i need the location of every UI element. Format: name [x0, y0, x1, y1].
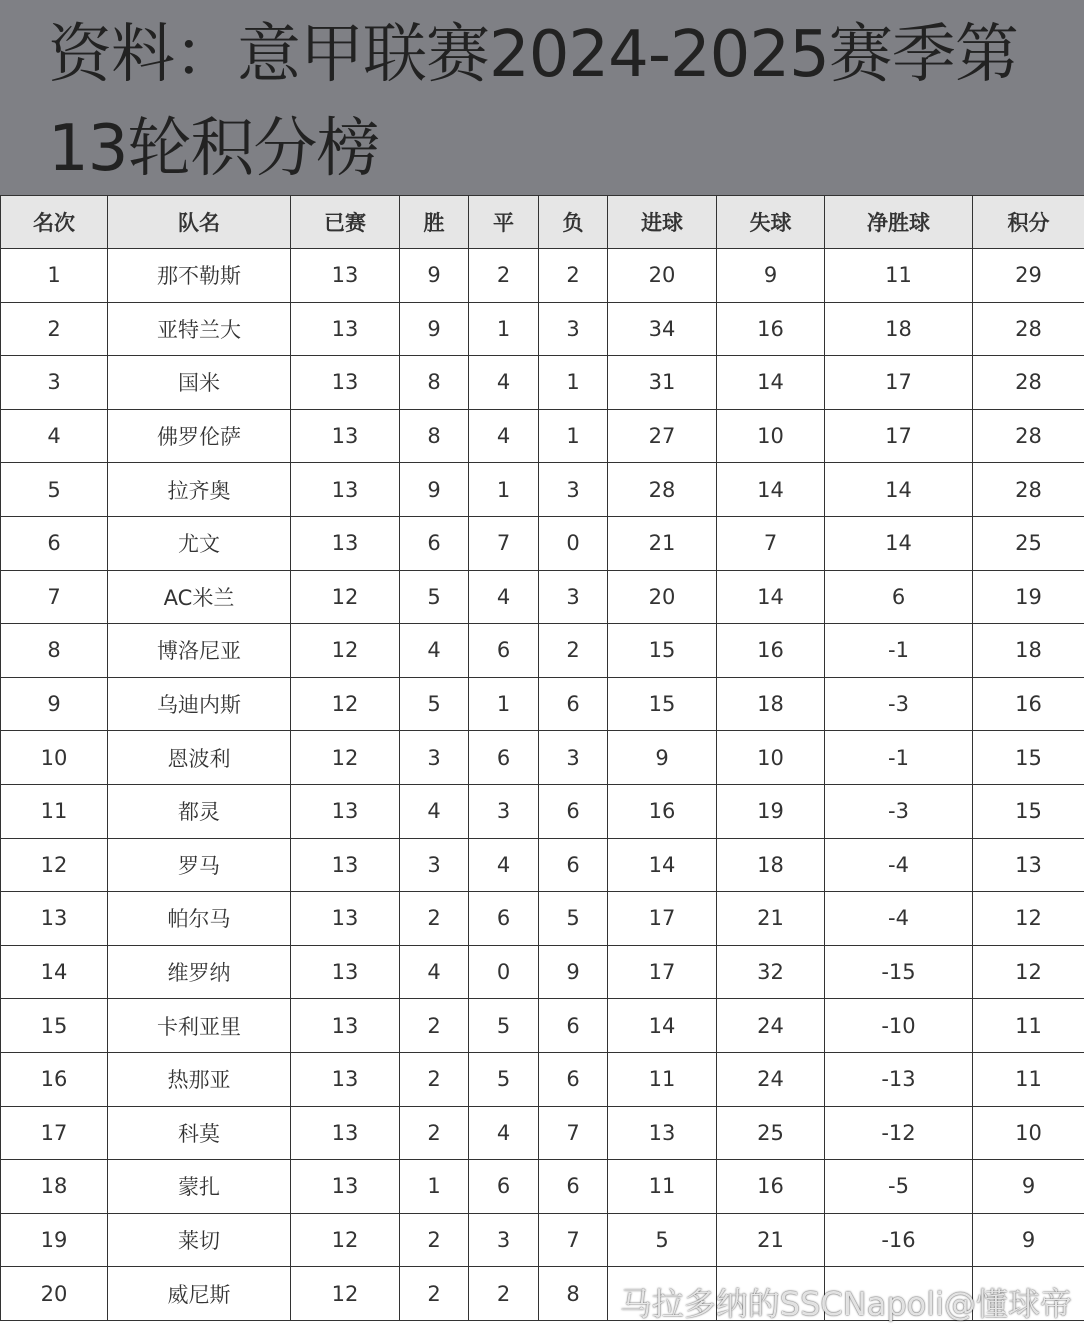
cell-rank: 16	[1, 1052, 108, 1106]
cell-goals-for: 5	[608, 1213, 717, 1267]
cell-team: 热那亚	[108, 1052, 291, 1106]
cell-draws: 1	[469, 677, 539, 731]
cell-goal-difference: -12	[825, 1106, 973, 1160]
cell-rank: 10	[1, 731, 108, 785]
cell-played: 13	[291, 999, 400, 1053]
cell-wins: 1	[400, 1160, 469, 1214]
cell-goals-against: 32	[717, 945, 825, 999]
cell-played: 13	[291, 838, 400, 892]
cell-rank: 1	[1, 249, 108, 303]
cell-team: 那不勒斯	[108, 249, 291, 303]
cell-draws: 1	[469, 463, 539, 517]
cell-points: 28	[973, 356, 1084, 410]
table-row	[1, 516, 1084, 570]
cell-team: 罗马	[108, 838, 291, 892]
cell-played: 12	[291, 624, 400, 678]
cell-losses: 6	[539, 677, 608, 731]
cell-goals-against: 24	[717, 999, 825, 1053]
cell-goals-against: 7	[717, 516, 825, 570]
cell-wins: 2	[400, 1267, 469, 1321]
cell-goal-difference: 14	[825, 516, 973, 570]
cell-wins: 4	[400, 624, 469, 678]
table-row	[1, 624, 1084, 678]
cell-points: 15	[973, 784, 1084, 838]
cell-wins: 3	[400, 731, 469, 785]
cell-goal-difference: -4	[825, 892, 973, 946]
table-header-row	[1, 196, 1084, 249]
cell-goal-difference: 6	[825, 570, 973, 624]
cell-rank: 17	[1, 1106, 108, 1160]
cell-draws: 3	[469, 1213, 539, 1267]
cell-goals-against: 21	[717, 1213, 825, 1267]
cell-team: 乌迪内斯	[108, 677, 291, 731]
cell-points: 25	[973, 516, 1084, 570]
cell-rank: 15	[1, 999, 108, 1053]
cell-team: 亚特兰大	[108, 302, 291, 356]
cell-goals-for: 20	[608, 249, 717, 303]
cell-losses: 7	[539, 1106, 608, 1160]
cell-losses: 5	[539, 892, 608, 946]
cell-losses: 3	[539, 570, 608, 624]
cell-points: 9	[973, 1160, 1084, 1214]
table-row	[1, 838, 1084, 892]
cell-team: AC米兰	[108, 570, 291, 624]
cell-goals-for: 11	[608, 1052, 717, 1106]
header-goal-difference: 净胜球	[825, 196, 973, 249]
cell-rank: 5	[1, 463, 108, 517]
cell-wins: 5	[400, 570, 469, 624]
cell-wins: 2	[400, 1213, 469, 1267]
cell-goal-difference: -5	[825, 1160, 973, 1214]
cell-team: 拉齐奥	[108, 463, 291, 517]
cell-losses: 9	[539, 945, 608, 999]
cell-rank: 7	[1, 570, 108, 624]
table-row	[1, 999, 1084, 1053]
cell-played: 12	[291, 1213, 400, 1267]
cell-rank: 13	[1, 892, 108, 946]
cell-rank: 18	[1, 1160, 108, 1214]
cell-goals-for: 34	[608, 302, 717, 356]
cell-wins: 9	[400, 302, 469, 356]
header-draws: 平	[469, 196, 539, 249]
cell-draws: 7	[469, 516, 539, 570]
table-row	[1, 249, 1084, 303]
cell-points: 11	[973, 1052, 1084, 1106]
cell-losses: 8	[539, 1267, 608, 1321]
cell-wins: 6	[400, 516, 469, 570]
cell-rank: 14	[1, 945, 108, 999]
cell-wins: 2	[400, 1106, 469, 1160]
cell-team: 蒙扎	[108, 1160, 291, 1214]
cell-played: 13	[291, 1052, 400, 1106]
cell-goals-for: 28	[608, 463, 717, 517]
cell-draws: 6	[469, 1160, 539, 1214]
cell-losses: 3	[539, 731, 608, 785]
table-row	[1, 1106, 1084, 1160]
cell-draws: 6	[469, 624, 539, 678]
cell-goal-difference: -1	[825, 624, 973, 678]
standings-table	[0, 195, 1084, 1321]
cell-goals-against: 9	[717, 249, 825, 303]
cell-wins: 8	[400, 356, 469, 410]
cell-goals-for: 27	[608, 409, 717, 463]
cell-goals-against: 18	[717, 677, 825, 731]
cell-goals-for: 9	[608, 731, 717, 785]
cell-goal-difference: -15	[825, 945, 973, 999]
cell-losses: 0	[539, 516, 608, 570]
cell-played: 12	[291, 677, 400, 731]
cell-team: 尤文	[108, 516, 291, 570]
cell-goals-for: 17	[608, 892, 717, 946]
cell-goal-difference: -3	[825, 784, 973, 838]
cell-goal-difference: -16	[825, 1213, 973, 1267]
cell-goals-against: 10	[717, 409, 825, 463]
cell-team: 恩波利	[108, 731, 291, 785]
header-wins: 胜	[400, 196, 469, 249]
cell-wins: 9	[400, 249, 469, 303]
cell-losses: 3	[539, 463, 608, 517]
header-played: 已赛	[291, 196, 400, 249]
cell-losses: 3	[539, 302, 608, 356]
cell-draws: 4	[469, 409, 539, 463]
cell-draws: 6	[469, 731, 539, 785]
cell-goals-against: 16	[717, 302, 825, 356]
cell-points: 29	[973, 249, 1084, 303]
cell-draws: 4	[469, 838, 539, 892]
cell-goals-for: 14	[608, 838, 717, 892]
cell-team: 威尼斯	[108, 1267, 291, 1321]
cell-losses: 7	[539, 1213, 608, 1267]
cell-points: 16	[973, 677, 1084, 731]
header-points: 积分	[973, 196, 1084, 249]
table-row	[1, 892, 1084, 946]
cell-played: 13	[291, 784, 400, 838]
cell-draws: 0	[469, 945, 539, 999]
cell-goals-for: 14	[608, 999, 717, 1053]
cell-draws: 6	[469, 892, 539, 946]
cell-goals-against: 16	[717, 624, 825, 678]
table-row	[1, 570, 1084, 624]
cell-rank: 8	[1, 624, 108, 678]
cell-draws: 2	[469, 249, 539, 303]
cell-played: 13	[291, 1106, 400, 1160]
cell-points: 28	[973, 302, 1084, 356]
cell-points: 9	[973, 1213, 1084, 1267]
cell-losses: 1	[539, 356, 608, 410]
cell-points: 28	[973, 409, 1084, 463]
cell-team: 帕尔马	[108, 892, 291, 946]
cell-draws: 5	[469, 999, 539, 1053]
cell-played: 13	[291, 409, 400, 463]
cell-goals-against: 18	[717, 838, 825, 892]
cell-goal-difference: -1	[825, 731, 973, 785]
cell-played: 12	[291, 731, 400, 785]
cell-losses: 6	[539, 1160, 608, 1214]
cell-losses: 6	[539, 999, 608, 1053]
cell-rank: 12	[1, 838, 108, 892]
cell-goal-difference: 14	[825, 463, 973, 517]
cell-played: 13	[291, 892, 400, 946]
cell-draws: 4	[469, 570, 539, 624]
cell-points: 19	[973, 570, 1084, 624]
cell-losses: 6	[539, 1052, 608, 1106]
table-row	[1, 409, 1084, 463]
cell-losses: 2	[539, 624, 608, 678]
cell-goals-for: 20	[608, 570, 717, 624]
cell-team: 博洛尼亚	[108, 624, 291, 678]
cell-points: 12	[973, 892, 1084, 946]
cell-wins: 2	[400, 999, 469, 1053]
table-row	[1, 731, 1084, 785]
cell-team: 维罗纳	[108, 945, 291, 999]
cell-draws: 2	[469, 1267, 539, 1321]
cell-goal-difference: 18	[825, 302, 973, 356]
header-goals-for: 进球	[608, 196, 717, 249]
cell-wins: 9	[400, 463, 469, 517]
cell-rank: 19	[1, 1213, 108, 1267]
watermark: 马拉多纳的SSCNapoli@懂球帝	[619, 1285, 1072, 1323]
cell-losses: 6	[539, 784, 608, 838]
cell-wins: 4	[400, 945, 469, 999]
cell-goals-against: 16	[717, 1160, 825, 1214]
cell-points: 18	[973, 624, 1084, 678]
header-goals-against: 失球	[717, 196, 825, 249]
cell-draws: 3	[469, 784, 539, 838]
cell-goal-difference: -10	[825, 999, 973, 1053]
cell-wins: 4	[400, 784, 469, 838]
cell-goals-against: 10	[717, 731, 825, 785]
cell-goals-against: 19	[717, 784, 825, 838]
cell-team: 国米	[108, 356, 291, 410]
cell-played: 12	[291, 1267, 400, 1321]
cell-rank: 6	[1, 516, 108, 570]
cell-team: 莱切	[108, 1213, 291, 1267]
table-row	[1, 784, 1084, 838]
cell-played: 13	[291, 356, 400, 410]
cell-played: 13	[291, 945, 400, 999]
cell-wins: 3	[400, 838, 469, 892]
cell-goals-for: 16	[608, 784, 717, 838]
table-row	[1, 302, 1084, 356]
cell-rank: 2	[1, 302, 108, 356]
cell-goal-difference: 11	[825, 249, 973, 303]
cell-team: 佛罗伦萨	[108, 409, 291, 463]
cell-goal-difference: -13	[825, 1052, 973, 1106]
cell-draws: 5	[469, 1052, 539, 1106]
cell-played: 13	[291, 249, 400, 303]
cell-goal-difference: 17	[825, 356, 973, 410]
cell-goals-against: 14	[717, 463, 825, 517]
title-banner	[0, 0, 1084, 195]
table-row	[1, 1213, 1084, 1267]
cell-goals-for: 15	[608, 677, 717, 731]
cell-goal-difference: 17	[825, 409, 973, 463]
cell-wins: 2	[400, 1052, 469, 1106]
cell-goals-against: 21	[717, 892, 825, 946]
table-row	[1, 945, 1084, 999]
cell-wins: 2	[400, 892, 469, 946]
cell-goal-difference: -4	[825, 838, 973, 892]
cell-played: 13	[291, 463, 400, 517]
cell-goals-for: 17	[608, 945, 717, 999]
table-row	[1, 677, 1084, 731]
cell-rank: 9	[1, 677, 108, 731]
cell-played: 12	[291, 570, 400, 624]
cell-points: 15	[973, 731, 1084, 785]
cell-goals-against: 25	[717, 1106, 825, 1160]
cell-wins: 5	[400, 677, 469, 731]
cell-goals-against: 14	[717, 356, 825, 410]
header-rank: 名次	[1, 196, 108, 249]
cell-losses: 1	[539, 409, 608, 463]
cell-points: 10	[973, 1106, 1084, 1160]
table-body	[1, 249, 1084, 1321]
cell-rank: 11	[1, 784, 108, 838]
cell-played: 13	[291, 516, 400, 570]
cell-goal-difference: -3	[825, 677, 973, 731]
cell-draws: 1	[469, 302, 539, 356]
cell-goals-for: 11	[608, 1160, 717, 1214]
cell-goals-for: 21	[608, 516, 717, 570]
header-team: 队名	[108, 196, 291, 249]
cell-played: 13	[291, 1160, 400, 1214]
cell-points: 12	[973, 945, 1084, 999]
header-losses: 负	[539, 196, 608, 249]
cell-team: 科莫	[108, 1106, 291, 1160]
cell-team: 都灵	[108, 784, 291, 838]
cell-points: 13	[973, 838, 1084, 892]
cell-rank: 3	[1, 356, 108, 410]
cell-losses: 6	[539, 838, 608, 892]
cell-goals-against: 24	[717, 1052, 825, 1106]
cell-points: 28	[973, 463, 1084, 517]
cell-goals-for: 15	[608, 624, 717, 678]
table-row	[1, 1052, 1084, 1106]
cell-goals-for: 13	[608, 1106, 717, 1160]
cell-team: 卡利亚里	[108, 999, 291, 1053]
cell-played: 13	[291, 302, 400, 356]
cell-points: 11	[973, 999, 1084, 1053]
cell-rank: 20	[1, 1267, 108, 1321]
cell-losses: 2	[539, 249, 608, 303]
table-row	[1, 1160, 1084, 1214]
cell-draws: 4	[469, 1106, 539, 1160]
table-row	[1, 463, 1084, 517]
page-title: 资料：意甲联赛2024-2025赛季第13轮积分榜	[48, 18, 1018, 186]
table-row	[1, 356, 1084, 410]
cell-goals-against: 14	[717, 570, 825, 624]
cell-wins: 8	[400, 409, 469, 463]
cell-draws: 4	[469, 356, 539, 410]
cell-rank: 4	[1, 409, 108, 463]
cell-goals-for: 31	[608, 356, 717, 410]
